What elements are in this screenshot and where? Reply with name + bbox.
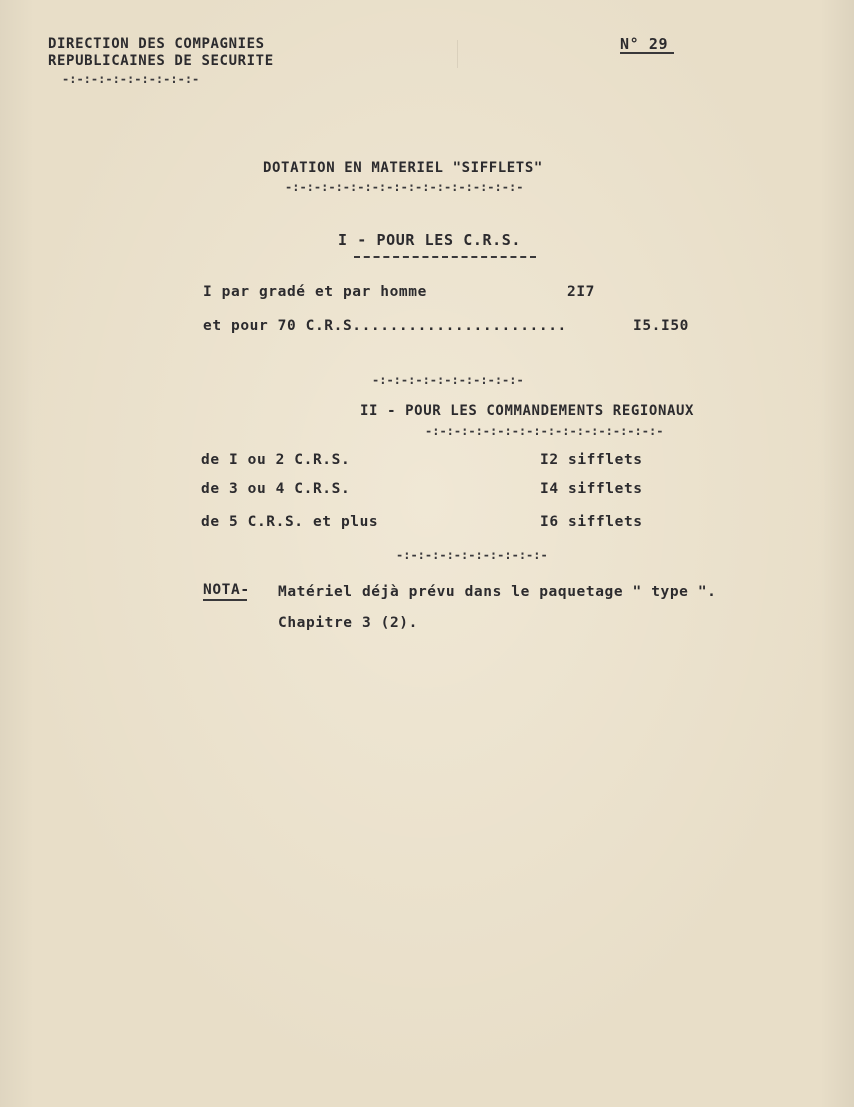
document-title: DOTATION EN MATERIEL "SIFFLETS" [263,160,543,176]
nota-text: Matériel déjà prévu dans le paquetage " type ". [278,584,717,600]
org-line-1: DIRECTION DES COMPAGNIES [48,36,265,52]
org-line-2: REPUBLICAINES DE SECURITE [48,53,274,69]
document-number-underline [620,52,674,54]
section-2-row-2-label: de 3 ou 4 C.R.S. [201,481,351,497]
section-2-row-1-label: de I ou 2 C.R.S. [201,452,351,468]
section-1-underline [354,256,536,258]
org-separator: -:-:-:-:-:-:-:-:-:- [62,72,200,86]
show-through-divider [457,40,458,68]
section-2-heading-separator: -:-:-:-:-:-:-:-:-:-:-:-:-:-:-:-:- [425,424,664,438]
nota-label-underline [203,599,247,601]
nota-label: NOTA- [203,582,250,598]
section-1-heading: I - POUR LES C.R.S. [338,231,521,249]
section-2-heading: II - POUR LES COMMANDEMENTS REGIONAUX [360,403,695,419]
document-number: N° 29 [620,35,669,53]
section-1-line-2-label: et pour 70 C.R.S....................... [203,318,567,334]
section-1-line-1-value: 2I7 [567,284,595,300]
section-2-row-3-label: de 5 C.R.S. et plus [201,514,379,530]
section-1-separator: -:-:-:-:-:-:-:-:-:-:- [372,373,524,387]
nota-line-2: Chapitre 3 (2). [278,615,418,631]
section-2-row-1-value: I2 sifflets [540,452,643,468]
title-separator: -:-:-:-:-:-:-:-:-:-:-:-:-:-:-:-:- [285,180,524,194]
section-2-separator: -:-:-:-:-:-:-:-:-:-:- [396,548,548,562]
section-2-row-3-value: I6 sifflets [540,514,643,530]
section-1-line-2-value: I5.I50 [633,318,689,334]
section-2-row-2-value: I4 sifflets [540,481,643,497]
section-1-line-1-label: I par gradé et par homme [203,284,427,300]
